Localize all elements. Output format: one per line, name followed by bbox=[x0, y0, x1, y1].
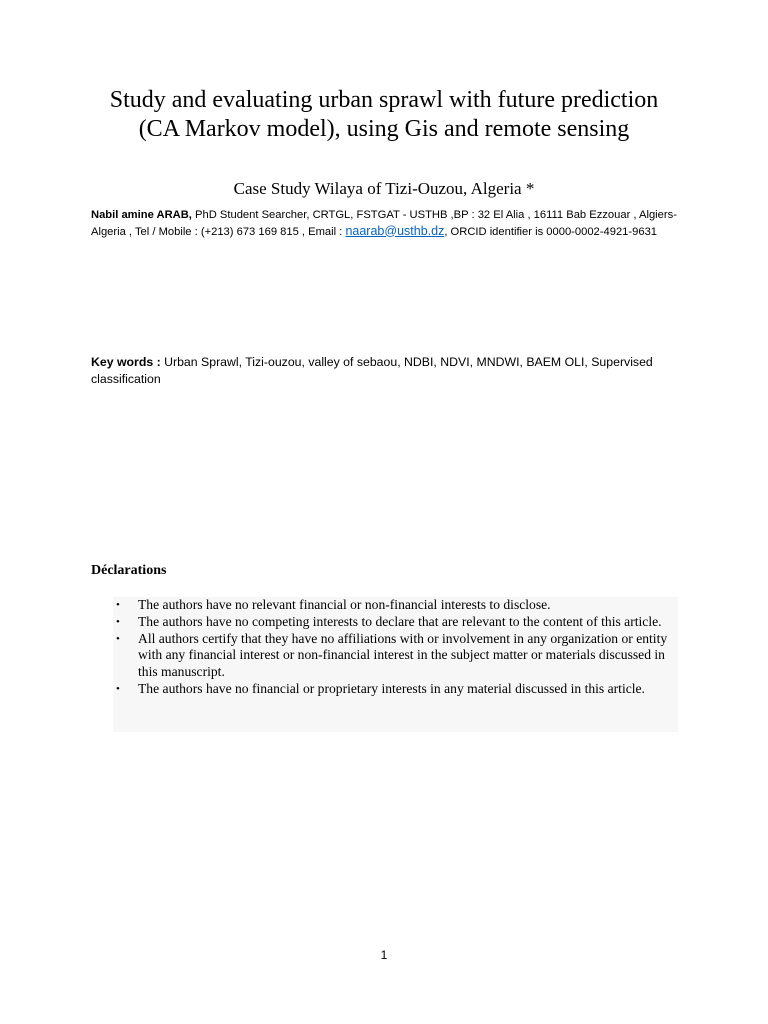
page-number: 1 bbox=[380, 948, 388, 962]
author-name: Nabil amine ARAB, bbox=[91, 209, 192, 221]
bullet-icon: • bbox=[116, 682, 120, 695]
paper-subtitle: Case Study Wilaya of Tizi-Ouzou, Algeria * bbox=[233, 179, 535, 198]
keywords-label: Key words : bbox=[91, 355, 161, 369]
declaration-text: The authors have no relevant financial or non-financial interests to disclose. bbox=[138, 597, 551, 612]
bullet-icon: • bbox=[116, 599, 120, 611]
declarations-box bbox=[113, 597, 678, 732]
author-orcid: , ORCID identifier is 0000-0002-4921-9631 bbox=[444, 225, 658, 238]
list-item bbox=[113, 597, 678, 614]
list-item bbox=[113, 681, 678, 698]
keywords-block bbox=[91, 354, 681, 387]
keywords-text: Urban Sprawl, Tizi-ouzou, valley of sebaou, NDBI, NDVI, MNDWI, BAEM OLI, Supervised classification bbox=[91, 355, 653, 386]
declarations-list bbox=[113, 597, 678, 698]
bullet-icon: • bbox=[116, 632, 120, 645]
declarations-heading: Déclarations bbox=[91, 563, 167, 578]
declaration-text: The authors have no competing interests to declare that are relevant to the content of this article. bbox=[138, 613, 662, 629]
author-block bbox=[91, 208, 681, 240]
bullet-icon: • bbox=[116, 615, 120, 628]
declaration-text: The authors have no financial or proprietary interests in any material discussed in this article. bbox=[138, 680, 645, 696]
author-email-link[interactable]: naarab@usthb.dz bbox=[345, 223, 445, 238]
paper-title: Study and evaluating urban sprawl with future prediction (CA Markov model), using Gis and remote sensing bbox=[109, 87, 659, 142]
list-item bbox=[113, 614, 678, 631]
list-item bbox=[113, 631, 678, 681]
declaration-text: All authors certify that they have no affiliations with or involvement in any organization or entity with any financial interest or non-financial interest in the subject matter or materials discussed in this manuscript. bbox=[138, 630, 668, 680]
author-affiliation: PhD Student Searcher, CRTGL, FSTGAT - USTHB ,BP : 32 El Alia , 16111 Bab Ezzouar , Algiers-Algeria , Tel / Mobile : (+213) 673 169 815 , Email : bbox=[91, 209, 677, 238]
